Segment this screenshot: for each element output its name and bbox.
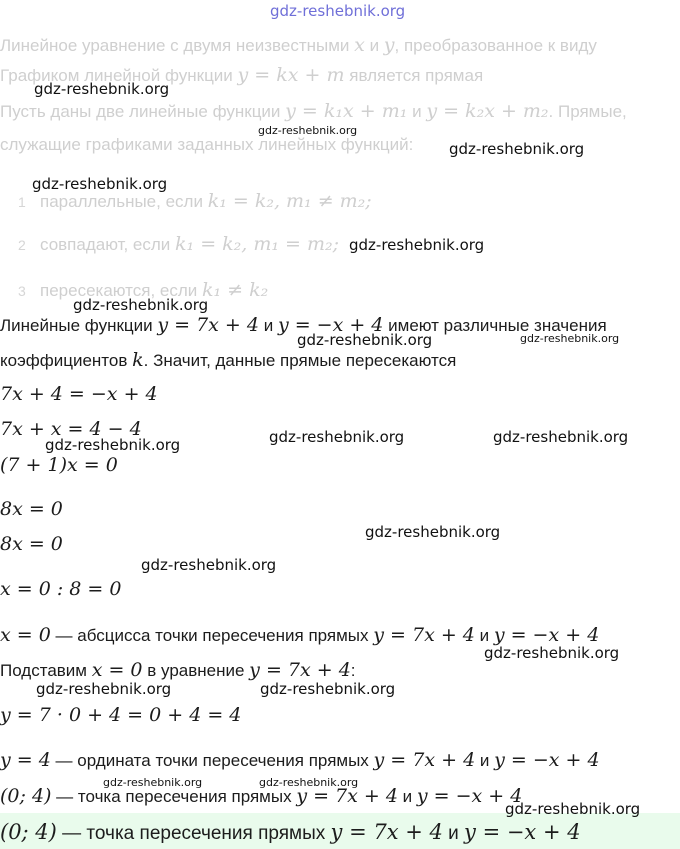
case-item-1: 1 параллельные, если k₁ = k₂, m₁ ≠ m₂; [18,190,372,212]
watermark: gdz-reshebnik.org [260,680,396,698]
substitute-line: Подставим x = 0 в уравнение y = 7x + 4: [0,659,356,681]
watermark: gdz-reshebnik.org [259,776,359,789]
theory-line-2: Графиком линейной функции y = kx + m является прямая [0,64,484,86]
equation-7: y = 7 · 0 + 4 = 0 + 4 = 4 [0,704,242,726]
watermark: gdz-reshebnik.org [45,436,181,454]
theory-line-3: Пусть даны две линейные функции y = k₁x + m₁ и y = k₂x + m₂. Прямые, [0,100,627,122]
watermark: gdz-reshebnik.org [36,680,172,698]
watermark: gdz-reshebnik.org [493,428,629,446]
equation-6: x = 0 : 8 = 0 [0,578,122,600]
ordinate-line: y = 4 — ордината точки пересечения прямых y = 7x + 4 и y = −x + 4 [0,749,600,771]
case-item-2: 2 совпадают, если k₁ = k₂, m₁ = m₂; [18,233,340,255]
equation-2: 7x + x = 4 − 4 [0,418,142,440]
watermark: gdz-reshebnik.org [505,800,641,818]
watermark: gdz-reshebnik.org [34,80,170,98]
watermark: gdz-reshebnik.org [349,236,485,254]
watermark: gdz-reshebnik.org [258,124,358,137]
watermark: gdz-reshebnik.org [141,556,277,574]
watermark: gdz-reshebnik.org [484,644,620,662]
watermark: gdz-reshebnik.org [365,523,501,541]
equation-5: 8x = 0 [0,533,63,555]
abscissa-line: x = 0 — абсцисса точки пересечения прямых y = 7x + 4 и y = −x + 4 [0,624,600,646]
watermark: gdz-reshebnik.org [449,140,585,158]
equation-1: 7x + 4 = −x + 4 [0,383,158,405]
watermark: gdz-reshebnik.org [32,175,168,193]
equation-3: (7 + 1)x = 0 [0,454,118,476]
case-item-3: 3 пересекаются, если k₁ ≠ k₂ [18,279,269,301]
point-line: (0; 4) — точка пересечения прямых y = 7x + 4 и y = −x + 4 [0,785,523,807]
answer-box [0,813,680,849]
watermark: gdz-reshebnik.org [269,428,405,446]
watermark: gdz-reshebnik.org [297,331,433,349]
watermark: gdz-reshebnik.org [73,296,209,314]
watermark: gdz-reshebnik.org [103,776,203,789]
watermark-header: gdz-reshebnik.org [270,2,406,20]
theory-line-4: служащие графиками заданных линейных функций: [0,135,414,154]
solution-intro-line-1: Линейные функции y = 7x + 4 и y = −x + 4 имеют различные значения [0,314,607,336]
theory-line-1: Линейное уравнение с двумя неизвестными x и y, преобразованное к виду [0,34,597,56]
answer-line: (0; 4) — точка пересечения прямых y = 7x + 4 и y = −x + 4 [0,820,581,844]
solution-intro-line-2: коэффициентов k. Значит, данные прямые пересекаются [0,349,457,371]
equation-4: 8x = 0 [0,498,63,520]
watermark: gdz-reshebnik.org [520,332,620,345]
